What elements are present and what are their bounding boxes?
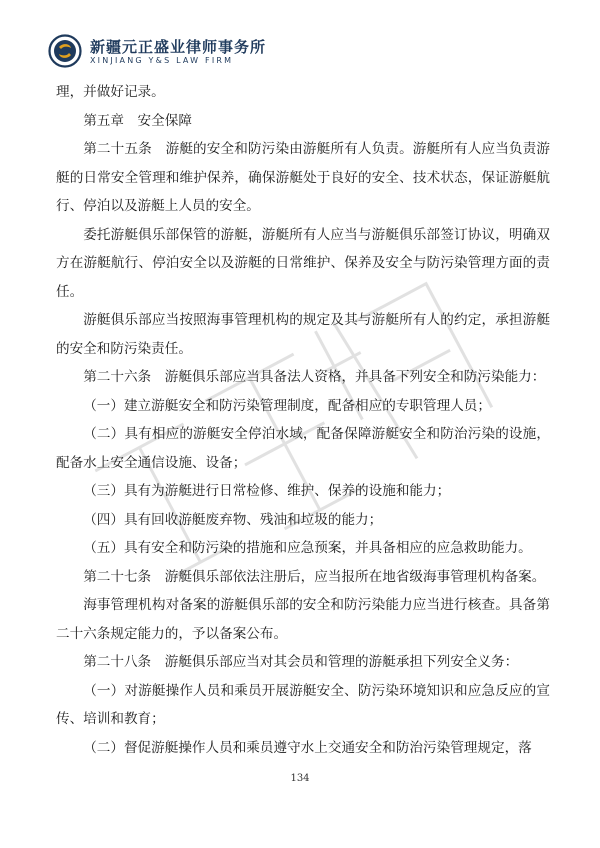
list-item: （二）督促游艇操作人员和乘员遵守水上交通安全和防治污染管理规定，落 [83,739,532,756]
list-item: （四）具有回收游艇废弃物、残油和垃圾的能力； [83,511,383,528]
document-body [56,78,550,762]
page-number: 134 [290,773,310,784]
paragraph-continuation: 理，并做好记录。 [56,84,165,100]
paragraph: 第二十五条 游艇的安全和防污染由游艇所有人负责。游艇所有人应当负责游艇的日常安全管理和维护保养，确保游艇处于良好的安全、技术状态，保证游艇航行、停泊以及游艇上人员的安全。 [56,141,550,214]
firm-name-english: XINJIANG Y&S LAW FIRM [90,56,234,65]
paragraph: 第二十六条 游艇俱乐部应当具备法人资格，并具备下列安全和防污染能力： [83,369,546,385]
paragraph: 游艇俱乐部应当按照海事管理机构的规定及其与游艇所有人的约定，承担游艇的安全和防污染责任。 [56,312,550,357]
list-item: （二）具有相应的游艇安全停泊水域，配备保障游艇安全和防治污染的设施，配备水上安全通信设施、设备； [56,426,550,471]
paragraph: 海事管理机构对备案的游艇俱乐部的安全和防污染能力应当进行核查。具备第二十六条规定能力的，予以备案公布。 [56,597,550,642]
chapter-heading: 第五章 安全保障 [83,112,192,129]
list-item: （五）具有安全和防污染的措施和应急预案，并具备相应的应急救助能力。 [83,540,532,556]
paragraph: 第二十七条 游艇俱乐部依法注册后，应当报所在地省级海事管理机构备案。 [83,568,546,585]
list-item: （一）对游艇操作人员和乘员开展游艇安全、防污染环境知识和应急反应的宣传、培训和教育； [56,682,550,727]
list-item: （三）具有为游艇进行日常检修、维护、保养的设施和能力； [83,483,451,499]
firm-logo-icon [48,34,82,68]
firm-name: 新疆元正盛业律师事务所 [90,38,267,56]
list-item: （一）建立游艇安全和防污染管理制度，配备相应的专职管理人员； [83,397,491,414]
paragraph: 委托游艇俱乐部保管的游艇，游艇所有人应当与游艇俱乐部签订协议，明确双方在游艇航行、停泊安全以及游艇的日常维护、保养及安全与防污染管理方面的责任。 [56,226,550,300]
paragraph: 第二十八条 游艇俱乐部应当对其会员和管理的游艇承担下列安全义务： [83,654,519,670]
page-header [48,34,548,74]
